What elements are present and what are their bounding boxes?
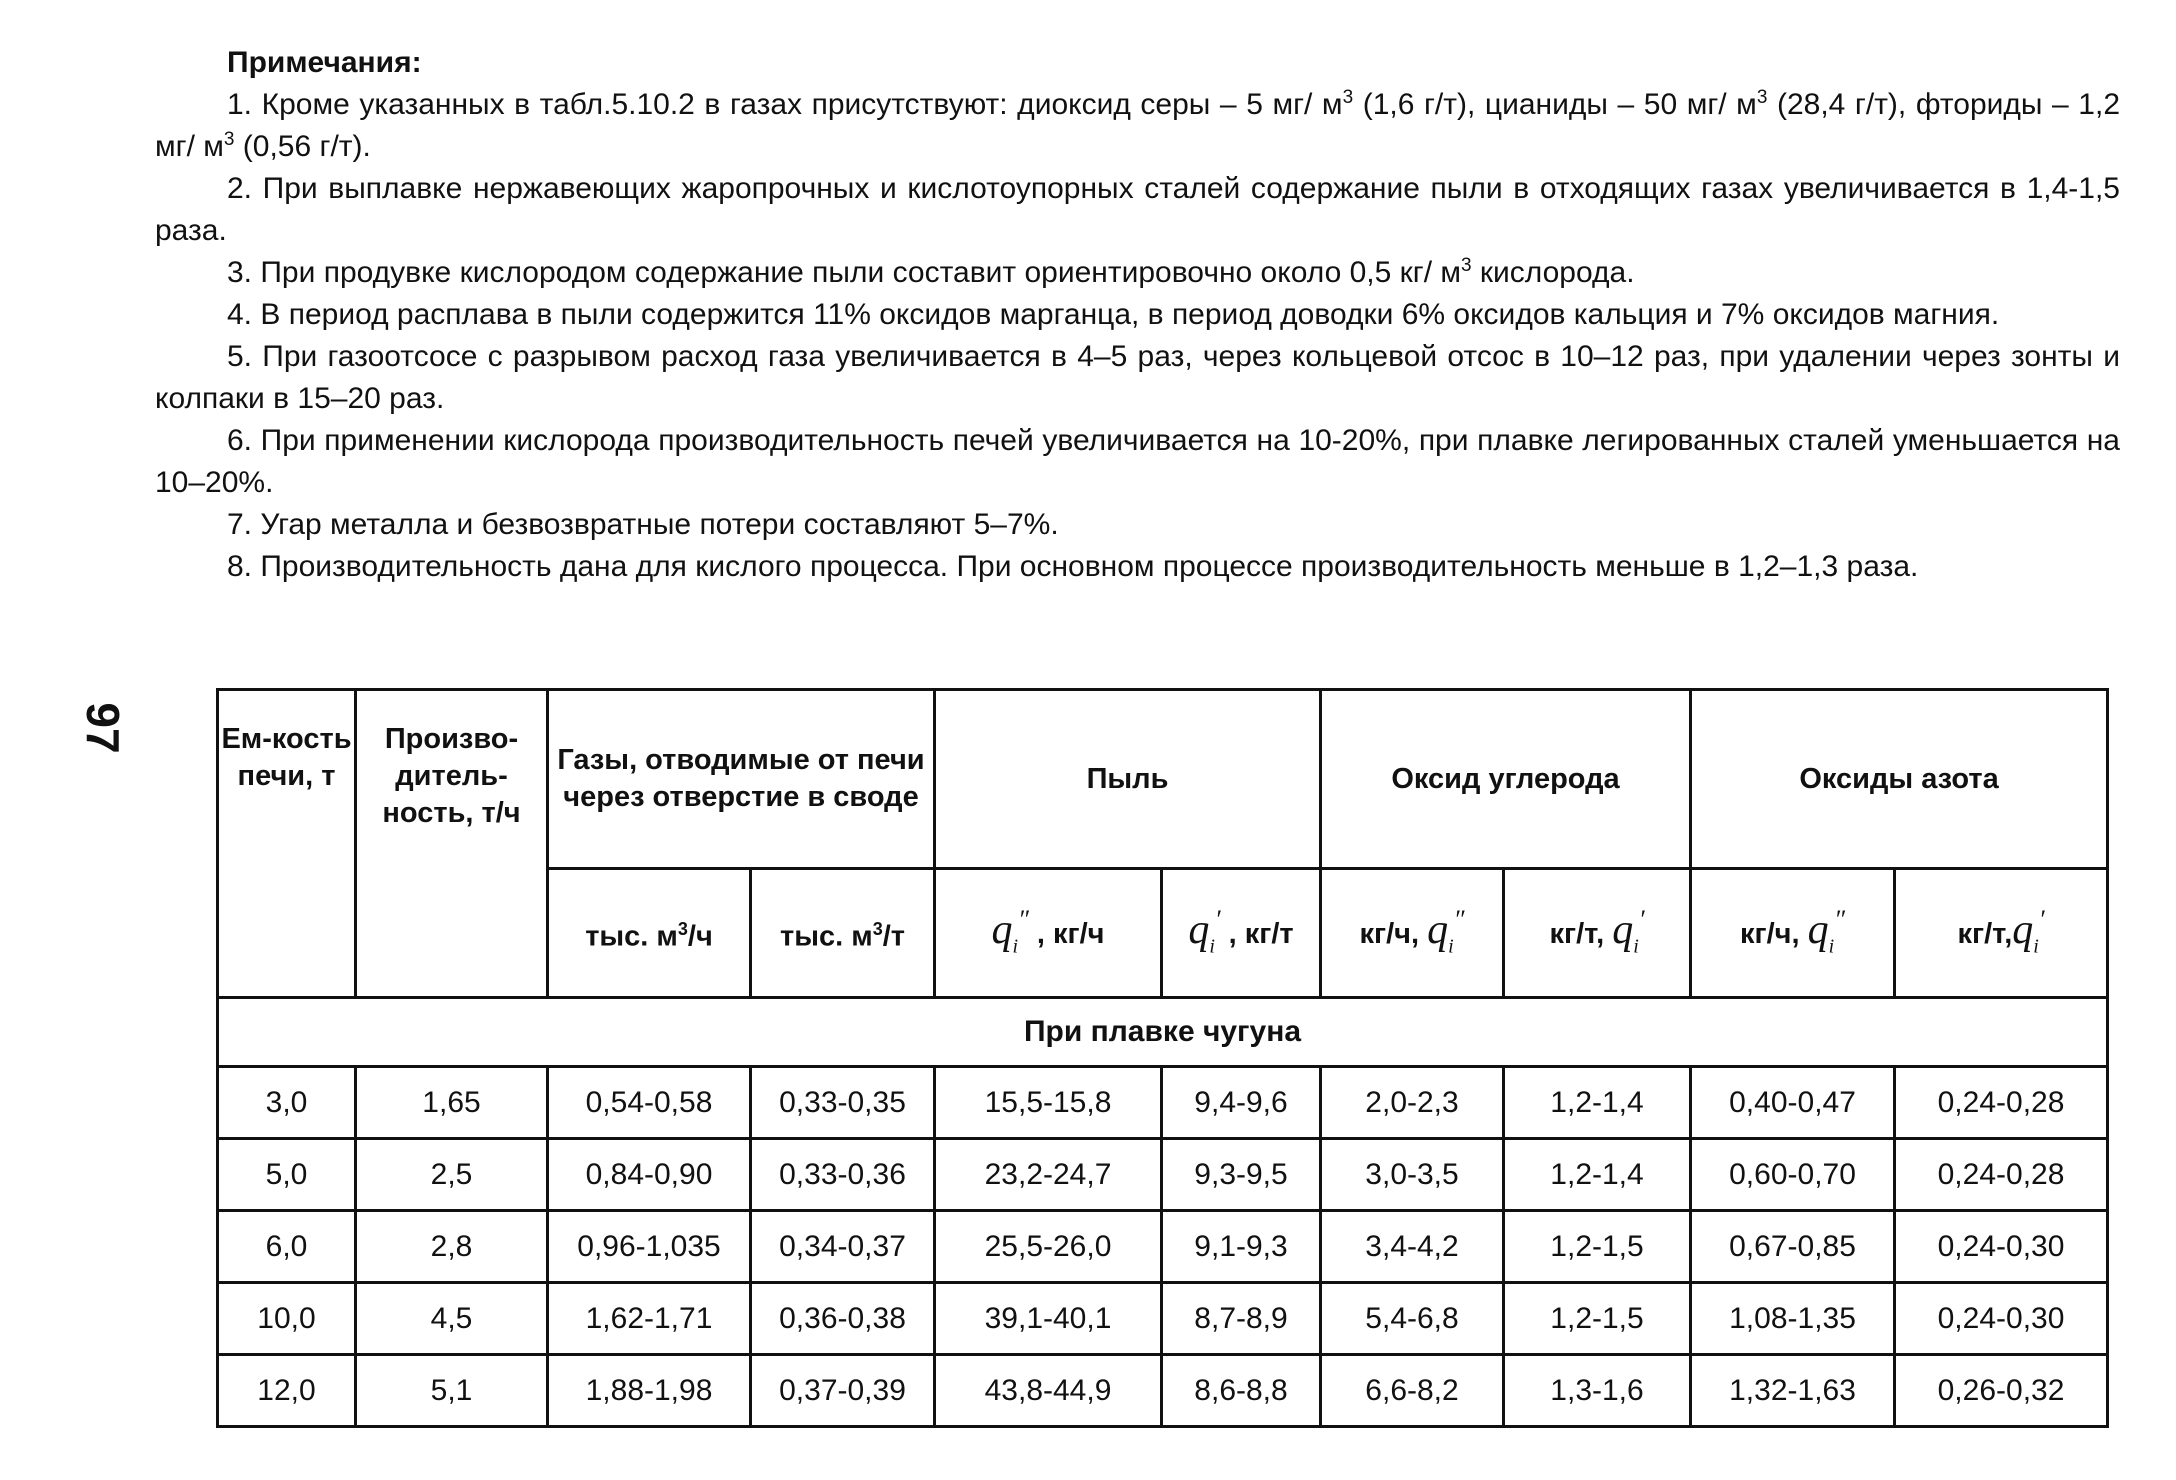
note-5: 5. При газоотсосе с разрывом расход газа увеличивается в 4–5 раз, через кольцевой отсос в 10–12 раз, при удалении через зонты и колпаки в 15–20 раз. — [155, 340, 2120, 415]
unit-label: , кг/т — [1220, 917, 1294, 950]
q-letter: q — [1612, 906, 1634, 953]
notes-title: Примечания: — [227, 46, 422, 79]
cell-dust-per-hour: 43,8-44,9 — [935, 1355, 1162, 1427]
q-subscript: i — [1012, 935, 1019, 958]
cell-gas-per-ton: 0,33-0,36 — [751, 1139, 935, 1211]
note-3-text-b: кислорода. — [1471, 256, 1635, 289]
q-symbol — [991, 904, 1029, 958]
q-symbol — [1807, 904, 1846, 958]
cell-productivity: 1,65 — [356, 1067, 548, 1139]
note-1-sup-b: 3 — [1756, 87, 1768, 108]
cell-capacity: 5,0 — [218, 1139, 356, 1211]
note-2: 2. При выплавке нержавеющих жаропрочных и кислотоупорных сталей содержание пыли в отходящих газах увеличивается в 1,4-1,5 раза. — [155, 172, 2120, 247]
note-3 — [155, 252, 2120, 294]
note-7: 7. Угар металла и безвозвратные потери составляют 5–7%. — [227, 508, 1059, 541]
note-3-sup-a: 3 — [1460, 255, 1472, 276]
note-1-sup-a: 3 — [1342, 87, 1354, 108]
cell-dust-per-ton: 9,3-9,5 — [1162, 1139, 1321, 1211]
cell-nox-per-ton: 0,24-0,30 — [1895, 1211, 2108, 1283]
section-row — [218, 998, 2108, 1067]
note-3-text-a: 3. При продувке кислородом содержание пыли составит ориентировочно около 0,5 кг/ м — [227, 256, 1461, 289]
table-row — [218, 1067, 2108, 1139]
table-row — [218, 1139, 2108, 1211]
subheader-gas-per-hour-suffix: /ч — [687, 920, 713, 953]
q-subscript: i — [1633, 935, 1639, 958]
subheader-gas-per-hour-unit: тыс. м — [585, 920, 678, 953]
cell-gas-per-ton: 0,36-0,38 — [751, 1283, 935, 1355]
cell-co-per-ton: 1,2-1,4 — [1504, 1139, 1691, 1211]
cell-capacity: 10,0 — [218, 1283, 356, 1355]
q-prime: ′ — [2038, 904, 2045, 934]
note-1-text-d: (0,56 г/т). — [234, 130, 371, 163]
cell-nox-per-hour: 1,32-1,63 — [1691, 1355, 1895, 1427]
subheader-gas-per-ton — [751, 869, 935, 998]
cell-co-per-hour: 3,0-3,5 — [1321, 1139, 1504, 1211]
note-1-text-a: 1. Кроме указанных в табл.5.10.2 в газах присутствуют: диоксид серы – 5 мг/ м — [227, 88, 1343, 121]
subheader-nox-per-ton — [1895, 869, 2108, 998]
q-subscript: i — [1209, 935, 1215, 958]
cell-nox-per-hour: 1,08-1,35 — [1691, 1283, 1895, 1355]
cell-dust-per-hour: 15,5-15,8 — [935, 1067, 1162, 1139]
unit-label: кг/ч, — [1740, 917, 1808, 950]
cell-gas-per-ton: 0,33-0,35 — [751, 1067, 935, 1139]
q-letter: q — [2012, 906, 2034, 953]
cell-co-per-hour: 3,4-4,2 — [1321, 1211, 1504, 1283]
subheader-gas-per-ton-sup: 3 — [872, 918, 883, 939]
subheader-co-per-hour — [1321, 869, 1504, 998]
unit-label: кг/т, — [1957, 917, 2013, 950]
header-dust: Пыль — [935, 690, 1321, 869]
cell-co-per-hour: 5,4-6,8 — [1321, 1283, 1504, 1355]
page-number: 97 — [77, 702, 129, 754]
cell-dust-per-ton: 9,1-9,3 — [1162, 1211, 1321, 1283]
subheader-gas-per-ton-suffix: /т — [882, 920, 905, 953]
subheader-nox-per-hour — [1691, 869, 1895, 998]
table-row — [218, 1355, 2108, 1427]
header-capacity: Ем-кость печи, т — [218, 690, 356, 998]
note-1 — [155, 84, 2120, 168]
notes-section — [155, 42, 2120, 588]
q-symbol — [2012, 904, 2045, 958]
cell-capacity: 6,0 — [218, 1211, 356, 1283]
cell-productivity: 2,8 — [356, 1211, 548, 1283]
cell-capacity: 12,0 — [218, 1355, 356, 1427]
cell-gas-per-hour: 0,54-0,58 — [548, 1067, 751, 1139]
cell-co-per-hour: 2,0-2,3 — [1321, 1067, 1504, 1139]
table-row — [218, 1283, 2108, 1355]
cell-gas-per-hour: 1,62-1,71 — [548, 1283, 751, 1355]
cell-nox-per-ton: 0,24-0,28 — [1895, 1139, 2108, 1211]
cell-dust-per-hour: 23,2-24,7 — [935, 1139, 1162, 1211]
q-symbol — [1612, 904, 1645, 958]
q-letter: q — [1188, 906, 1210, 953]
table-row — [218, 1211, 2108, 1283]
cell-nox-per-hour: 0,67-0,85 — [1691, 1211, 1895, 1283]
q-prime: ′ — [1214, 904, 1221, 934]
cell-dust-per-ton: 9,4-9,6 — [1162, 1067, 1321, 1139]
cell-co-per-ton: 1,3-1,6 — [1504, 1355, 1691, 1427]
cell-gas-per-hour: 0,84-0,90 — [548, 1139, 751, 1211]
cell-nox-per-ton: 0,24-0,30 — [1895, 1283, 2108, 1355]
note-8: 8. Производительность дана для кислого процесса. При основном процессе производительность меньше в 1,2–1,3 раза. — [227, 550, 1919, 583]
header-gases: Газы, отводимые от печи через отверстие в своде — [548, 690, 935, 869]
unit-label: кг/ч, — [1359, 917, 1428, 950]
cell-dust-per-hour: 25,5-26,0 — [935, 1211, 1162, 1283]
table-header-row — [218, 690, 2108, 869]
q-subscript: i — [2033, 935, 2039, 958]
emissions-table-wrap — [216, 688, 2106, 1428]
q-symbol — [1427, 904, 1465, 958]
note-1-text-b: (1,6 г/т), цианиды – 50 мг/ м — [1353, 88, 1757, 121]
unit-label: , кг/ч — [1028, 917, 1105, 950]
emissions-table — [216, 688, 2109, 1428]
subheader-dust-per-ton — [1162, 869, 1321, 998]
q-double-prime: ″ — [1018, 904, 1029, 934]
q-letter: q — [1807, 906, 1829, 953]
note-1-sup-c: 3 — [223, 129, 235, 150]
header-carbon-monoxide: Оксид углерода — [1321, 690, 1691, 869]
note-6: 6. При применении кислорода производительность печей увеличивается на 10-20%, при плавке легированных сталей уменьшается на 10–20%. — [155, 424, 2120, 499]
subheader-gas-per-ton-unit: тыс. м — [780, 920, 873, 953]
cell-nox-per-hour: 0,60-0,70 — [1691, 1139, 1895, 1211]
cell-gas-per-hour: 0,96-1,035 — [548, 1211, 751, 1283]
cell-gas-per-ton: 0,34-0,37 — [751, 1211, 935, 1283]
cell-capacity: 3,0 — [218, 1067, 356, 1139]
header-productivity: Произво-дитель-ность, т/ч — [356, 690, 548, 998]
cell-nox-per-hour: 0,40-0,47 — [1691, 1067, 1895, 1139]
q-double-prime: ″ — [1834, 904, 1846, 934]
subheader-gas-per-hour-sup: 3 — [677, 918, 688, 939]
subheader-gas-per-hour — [548, 869, 751, 998]
cell-productivity: 2,5 — [356, 1139, 548, 1211]
cell-productivity: 5,1 — [356, 1355, 548, 1427]
cell-gas-per-ton: 0,37-0,39 — [751, 1355, 935, 1427]
cell-co-per-ton: 1,2-1,5 — [1504, 1211, 1691, 1283]
note-1-text-c: (28,4 г/т), фториды – 1,2 мг/ м — [155, 88, 2120, 163]
q-prime: ′ — [1638, 904, 1645, 934]
cell-dust-per-ton: 8,7-8,9 — [1162, 1283, 1321, 1355]
cell-dust-per-ton: 8,6-8,8 — [1162, 1355, 1321, 1427]
q-subscript: i — [1828, 935, 1835, 958]
q-letter: q — [991, 906, 1013, 953]
header-nitrogen-oxides: Оксиды азота — [1691, 690, 2108, 869]
cell-productivity: 4,5 — [356, 1283, 548, 1355]
subheader-dust-per-hour — [935, 869, 1162, 998]
q-subscript: i — [1448, 935, 1454, 958]
section-label: При плавке чугуна — [218, 998, 2108, 1067]
cell-nox-per-ton: 0,26-0,32 — [1895, 1355, 2108, 1427]
cell-co-per-ton: 1,2-1,4 — [1504, 1067, 1691, 1139]
q-double-prime: ″ — [1453, 904, 1465, 934]
q-letter: q — [1427, 906, 1449, 953]
cell-co-per-hour: 6,6-8,2 — [1321, 1355, 1504, 1427]
q-symbol — [1188, 904, 1221, 958]
subheader-co-per-ton — [1504, 869, 1691, 998]
cell-co-per-ton: 1,2-1,5 — [1504, 1283, 1691, 1355]
note-4: 4. В период расплава в пыли содержится 11% оксидов марганца, в период доводки 6% оксидов кальция и 7% оксидов магния. — [227, 298, 2000, 331]
cell-gas-per-hour: 1,88-1,98 — [548, 1355, 751, 1427]
cell-nox-per-ton: 0,24-0,28 — [1895, 1067, 2108, 1139]
unit-label: кг/т, — [1549, 917, 1613, 950]
cell-dust-per-hour: 39,1-40,1 — [935, 1283, 1162, 1355]
